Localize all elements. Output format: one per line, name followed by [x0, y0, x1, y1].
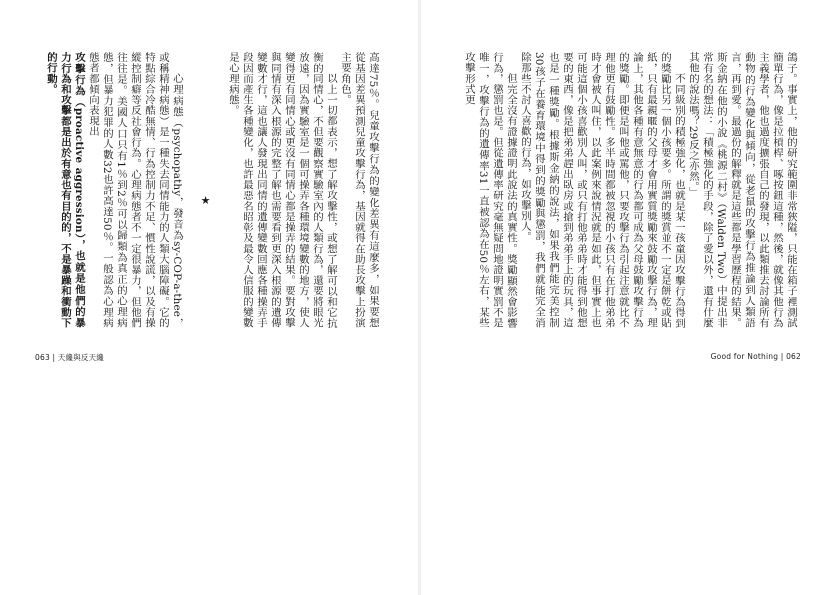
paragraph: 以上一切都表示，想了解攻擊性，或想了解可以和它抗衡的同情心，不但要觀察實驗室內的人類行為，還要將眼光放遠，因為實驗室是一個可操弄各種環境變數的地方，使人變得更有同情心或更沒有同情心都是操弄的結果。要對攻擊與同情有深入根源的完整了解也需要看到更深入根源的遺傳變數才行，這也讓人發現出同情的遺傳變數回應各種操弄手段因而產生各種變化，也許最惡名昭彰及最令人信服的變數是心理病態。: [227, 52, 337, 328]
section-break-star: ★: [199, 194, 212, 208]
paragraph: 心理病態（psychopathy，發音為sy-COP-a-thee，或稱精神病態）是一種失去同情能力的人類大腦障礙。它的特點綜合冷酷無情、行為控制力不足、慣性說謊，以及有操縱控制癖等反社會行為。心理病態者不一定很暴力，但他們往往是。美國人口只有1％到2％可以歸類為真正的心理病態，但暴力犯罪的人數32也許高達50％。一般認為心理病態者都傾向表現出: [87, 52, 183, 328]
paragraph: 但完全沒有證據證明此說法的真實性。獎勵顯然會影響行為，懲罰也是。但從遺傳率研究毫無疑問地證明實罰不是唯一，攻擊行為的遺傳率31一直被認為在50％左右，某些攻擊形式更: [463, 52, 517, 328]
paragraph-bold-lead: [44, 52, 86, 328]
right-page: [420, 0, 839, 595]
paragraph: 高達75％。兒童攻擊行為的變化差異有這麼多，如果要想從基因差異預測兒童攻擊行為，基因就得在助長攻擊上扮演主要角色。: [339, 52, 379, 328]
page-folio-left: 063 | 天纔與反天纔: [35, 353, 105, 362]
paragraph: 鴿子。事實上，他的研究範圍非常狹隘，只能在箱子裡測試簡單行為，像是拉槓桿、啄按鈕這種，然後，就像其他行為主義學者，他也過度擴張自己的發現，以此類推去討論所有動物的行為變化與傾向，從老鼠的攻擊行為推論到人類語言，再到愛。最過份的解釋就是這些都是學習歷程的結果。斯金納在他的小說《桃源二村》（Walden Two）中提出非常有名的想法：「積極強化的手段，除了愛以外，還有什麼其他的說法嗎？29反之亦然。」: [687, 52, 797, 328]
left-page-text: [35, 52, 380, 328]
page-folio-right: Good for Nothing | 062: [710, 352, 801, 361]
paragraph: 不同級別的積極強化，也就是某一孩童因攻擊行為得到的獎勵比另一個小孩要多。所謂的獎賞並不一定是餅乾或貼紙，只有最親暱的父母才會用實質獎勵來鼓勵攻擊行為，理論上，其他各種有意無意的行為都可成為父母鼓勵攻擊行為的獎勵。即便是叫他或罵他，只要攻擊行為引起注意就比不理他更有鼓勵性。多半時間都被忽視的小孩只有在打他弟弟時才會被人叫住，以此案例來說情況就是如此，但事實上也可能這個小孩喜歡別人叫，或只有打他弟弟時才能得到他想要的東西，像是把弟弟趕出臥房或搶到弟弟手上的玩具，這也是一種獎勵。根據斯金納的說法，如果我們能完美控制30孩子在養育環境中得到的獎勵與懲罰，我們就能完全消除那些不討人喜歡的行為，如攻擊別人。: [519, 52, 685, 328]
left-page: [0, 0, 419, 595]
bold-term: 攻擊行為（proactive aggression），也就是他們的暴力行為和攻擊都是出於有意也有目的的，不是暴躁和衝動下的行動。: [45, 52, 85, 328]
right-page-text: [456, 52, 798, 328]
